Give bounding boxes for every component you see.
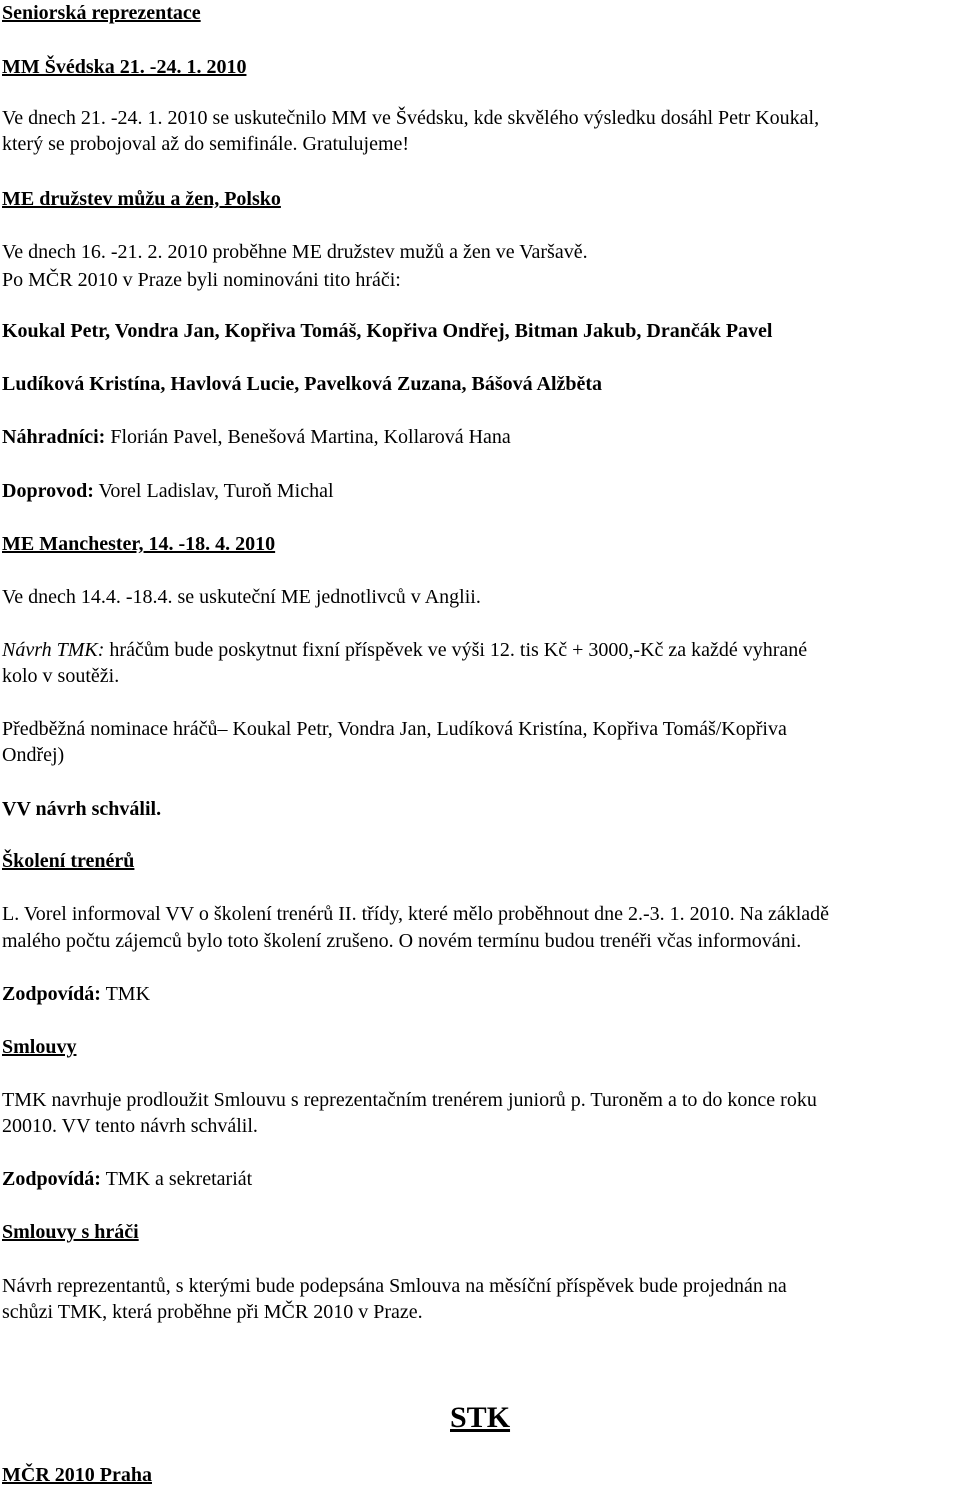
section-heading-me-manchester: ME Manchester, 14. -18. 4. 2010 <box>2 533 276 555</box>
smlouvy-hraci-text-line-1: Návrh reprezentantů, s kterými bude podepsána Smlouva na měsíční příspěvek bude projednán na <box>2 1275 787 1297</box>
proposal-label: Návrh TMK: <box>2 639 105 661</box>
section-heading-seniorska: Seniorská reprezentace <box>2 2 201 24</box>
substitutes-value: Florián Pavel, Benešová Martina, Kollarová Hana <box>110 426 511 448</box>
responsible-line-1 <box>2 981 952 1007</box>
responsible-value-1: TMK <box>105 983 151 1005</box>
smlouvy-hraci-text-line-2: schůzi TMK, která proběhne při MČR 2010 v Praze. <box>2 1301 423 1323</box>
men-nominees-list: Koukal Petr, Vondra Jan, Kopřiva Tomáš, Kopřiva Ondřej, Bitman Jakub, Drančák Pavel <box>2 320 773 342</box>
proposal-line-2: kolo v soutěži. <box>2 665 120 687</box>
proposal-line-1 <box>2 637 952 663</box>
escort-value: Vorel Ladislav, Turoň Michal <box>98 480 334 502</box>
escort-line <box>2 478 952 504</box>
me-druzstev-text-line-2: Po MČR 2010 v Praze byli nominováni tito hráči: <box>2 269 401 291</box>
responsible-label-2: Zodpovídá: <box>2 1168 101 1190</box>
section-heading-smlouvy: Smlouvy <box>2 1036 77 1058</box>
escort-label: Doprovod: <box>2 480 94 502</box>
prenomination-line-2: Ondřej) <box>2 744 65 766</box>
me-druzstev-text-line-1: Ve dnech 16. -21. 2. 2010 proběhne ME družstev mužů a žen ve Varšavě. <box>2 241 588 263</box>
prenomination-line-1: Předběžná nominace hráčů– Koukal Petr, Vondra Jan, Ludíková Kristína, Kopřiva Tomáš/Kopřiva <box>2 718 787 740</box>
section-heading-smlouvy-hraci: Smlouvy s hráči <box>2 1221 139 1243</box>
responsible-value-2: TMK a sekretariát <box>105 1168 253 1190</box>
section-heading-mm-svedska: MM Švédska 21. -24. 1. 2010 <box>2 56 247 78</box>
section-heading-me-druzstev: ME družstev můžu a žen, Polsko <box>2 188 281 210</box>
section-heading-stk: STK <box>450 1401 511 1434</box>
section-heading-skoleni: Školení trenérů <box>2 850 135 872</box>
smlouvy-text-line-1: TMK navrhuje prodloužit Smlouvu s reprezentačním trenérem juniorů p. Turoněm a to do konce roku <box>2 1089 817 1111</box>
substitutes-line <box>2 424 952 450</box>
skoleni-text-line-1: L. Vorel informoval VV o školení trenérů II. třídy, které mělo proběhnout dne 2.-3. 1. 2010. Na základě <box>2 903 830 925</box>
section-heading-mcr-praha: MČR 2010 Praha <box>2 1464 152 1486</box>
vv-approved-text: VV návrh schválil. <box>2 798 162 820</box>
skoleni-text-line-2: malého počtu zájemců bylo toto školení zrušeno. O novém termínu budou trenéři včas informováni. <box>2 930 802 952</box>
smlouvy-text-line-2: 20010. VV tento návrh schválil. <box>2 1115 258 1137</box>
manchester-text-line: Ve dnech 14.4. -18.4. se uskuteční ME jednotlivců v Anglii. <box>2 586 481 608</box>
mm-svedska-text-line-2: který se probojoval až do semifinále. Gratulujeme! <box>2 133 410 155</box>
responsible-line-2 <box>2 1166 952 1192</box>
proposal-text: hráčům bude poskytnut fixní příspěvek ve výši 12. tis Kč + 3000,-Kč za každé vyhrané <box>109 639 808 661</box>
responsible-label-1: Zodpovídá: <box>2 983 101 1005</box>
mm-svedska-text-line-1: Ve dnech 21. -24. 1. 2010 se uskutečnilo MM ve Švédsku, kde skvělého výsledku dosáhl Petr Koukal, <box>2 107 820 129</box>
women-nominees-list: Ludíková Kristína, Havlová Lucie, Pavelková Zuzana, Bášová Alžběta <box>2 373 603 395</box>
substitutes-label: Náhradníci: <box>2 426 106 448</box>
